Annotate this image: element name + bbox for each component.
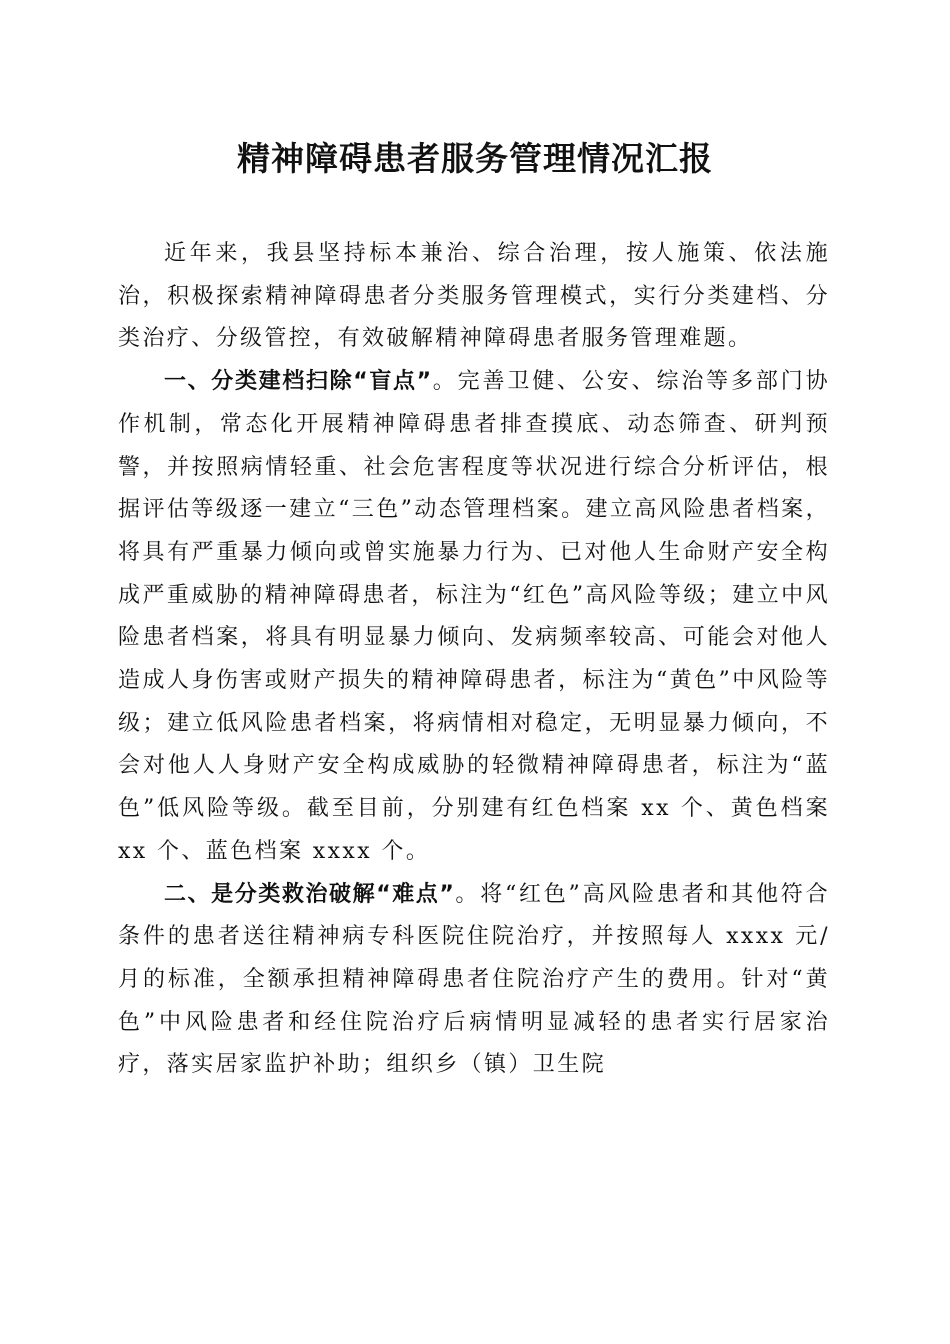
- section-2-paragraph: [118, 874, 830, 1088]
- section-1-heading: 一、分类建档扫除“盲点”: [164, 369, 433, 395]
- intro-paragraph: 近年来，我县坚持标本兼治、综合治理，按人施策、依法施治，积极探索精神障碍患者分类服务管理模式，实行分类建档、分类治疗、分级管控，有效破解精神障碍患者服务管理难题。: [118, 241, 830, 352]
- section-1-paragraph: [118, 361, 830, 873]
- section-2-text: 。将“红色”高风险患者和其他符合条件的患者送往精神病专科医院住院治疗，并按照每人 xxxx 元/月的标准，全额承担精神障碍患者住院治疗产生的费用。针对“黄色”中风险患者和经住院治疗后病情明显减轻的患者实行居家治疗，落实居家监护补助；组织乡（镇）卫生院: [118, 881, 830, 1078]
- page-title: 精神障碍患者服务管理情况汇报: [237, 139, 713, 178]
- document-body: [118, 233, 830, 1087]
- section-2-heading: 二、是分类救治破解“难点”: [164, 881, 456, 907]
- section-1-text: 。完善卫健、公安、综治等多部门协作机制，常态化开展精神障碍患者排查摸底、动态筛查、研判预警，并按照病情轻重、社会危害程度等状况进行综合分析评估，根据评估等级逐一建立“三色”动态管理档案。建立高风险患者档案，将具有严重暴力倾向或曾实施暴力行为、已对他人生命财产安全构成严重威胁的精神障碍患者，标注为“红色”高风险等级；建立中风险患者档案，将具有明显暴力倾向、发病频率较高、可能会对他人造成人身伤害或财产损失的精神障碍患者，标注为“黄色”中风险等级；建立低风险患者档案，将病情相对稳定，无明显暴力倾向，不会对他人人身财产安全构成威胁的轻微精神障碍患者，标注为“蓝色”低风险等级。截至目前，分别建有红色档案 xx 个、黄色档案 xx 个、蓝色档案 xxxx 个。: [118, 369, 830, 864]
